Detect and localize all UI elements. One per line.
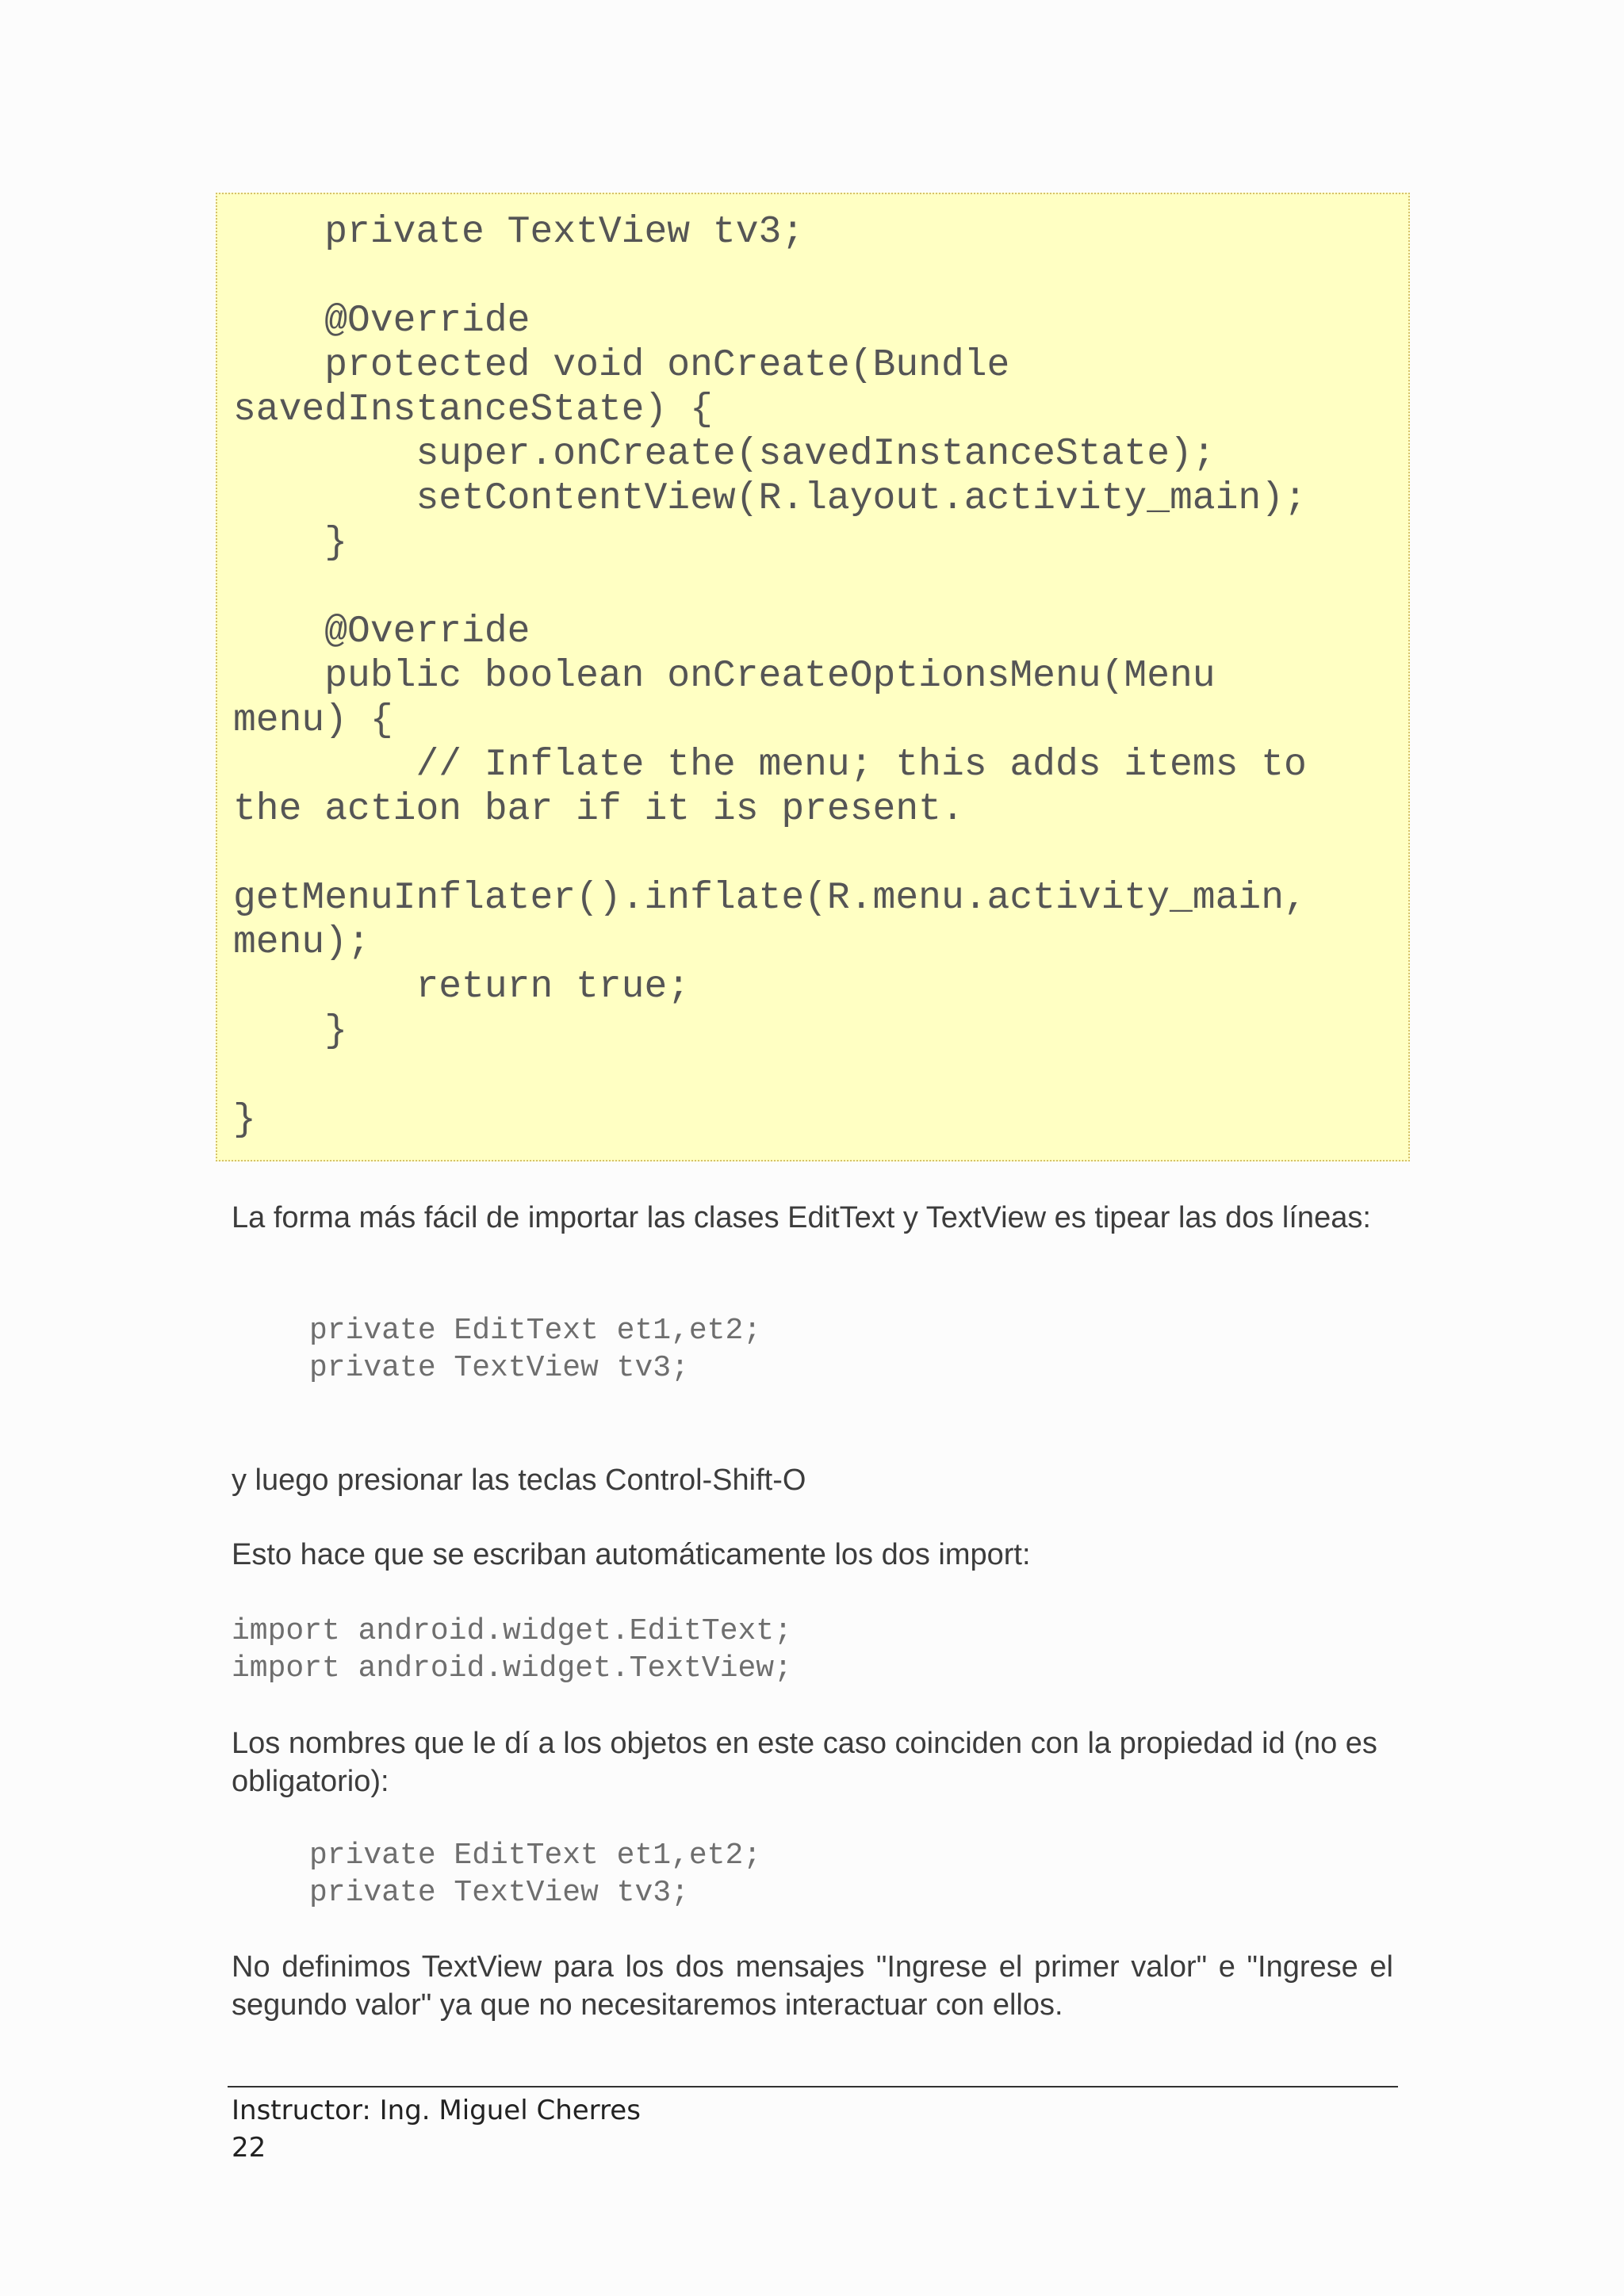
code-line: savedInstanceState) { — [233, 388, 713, 431]
page-number: 22 — [232, 2132, 266, 2164]
code-line: return true; — [233, 966, 691, 1008]
paragraph-import-classes: La forma más fácil de importar las clases EditText y TextView es tipear las dos líneas: — [232, 1201, 1371, 1234]
code-line: getMenuInflater().inflate(R.menu.activity_main, — [233, 877, 1307, 920]
code-line: protected void onCreate(Bundle — [233, 344, 1010, 387]
code-line: private TextView tv3; — [233, 211, 805, 254]
code-line: @Override — [233, 610, 530, 653]
code-line: // Inflate the menu; this adds items to — [233, 744, 1307, 786]
paragraph-object-names: Los nombres que le dí a los objetos en este caso coinciden con la propiedad id (no es obligatorio): — [232, 1727, 1377, 1798]
code-snippet-line: private TextView tv3; — [309, 1876, 689, 1910]
code-snippet-line: private EditText et1,et2; — [309, 1314, 762, 1348]
code-line: @Override — [233, 300, 530, 342]
code-line: menu) { — [233, 699, 393, 742]
paragraph-shortcut: y luego presionar las teclas Control-Shift-O — [232, 1464, 806, 1497]
code-snippet-line: private EditText et1,et2; — [309, 1839, 762, 1873]
paragraph-textview-note: No definimos TextView para los dos mensajes "Ingrese el primer valor" e "Ingrese el segundo valor" ya que no necesitaremos interactuar con ellos. — [232, 1950, 1393, 2022]
paragraph-auto-import: Esto hace que se escriban automáticamente los dos import: — [232, 1538, 1031, 1571]
code-line: } — [233, 522, 348, 564]
code-line: menu); — [233, 921, 370, 964]
code-line: } — [233, 1099, 256, 1142]
code-snippet-line: private TextView tv3; — [309, 1351, 689, 1385]
footer-instructor: Instructor: Ing. Miguel Cherres — [232, 2095, 641, 2126]
code-block — [216, 193, 1410, 1161]
code-line: setContentView(R.layout.activity_main); — [233, 477, 1307, 520]
code-snippet-line: import android.widget.EditText; — [232, 1614, 792, 1648]
footer-divider — [228, 2086, 1398, 2087]
code-line: public boolean onCreateOptionsMenu(Menu — [233, 655, 1216, 698]
code-snippet-line: import android.widget.TextView; — [232, 1651, 792, 1686]
code-line: } — [233, 1010, 348, 1053]
code-line: super.onCreate(savedInstanceState); — [233, 433, 1216, 476]
code-line: the action bar if it is present. — [233, 788, 964, 831]
